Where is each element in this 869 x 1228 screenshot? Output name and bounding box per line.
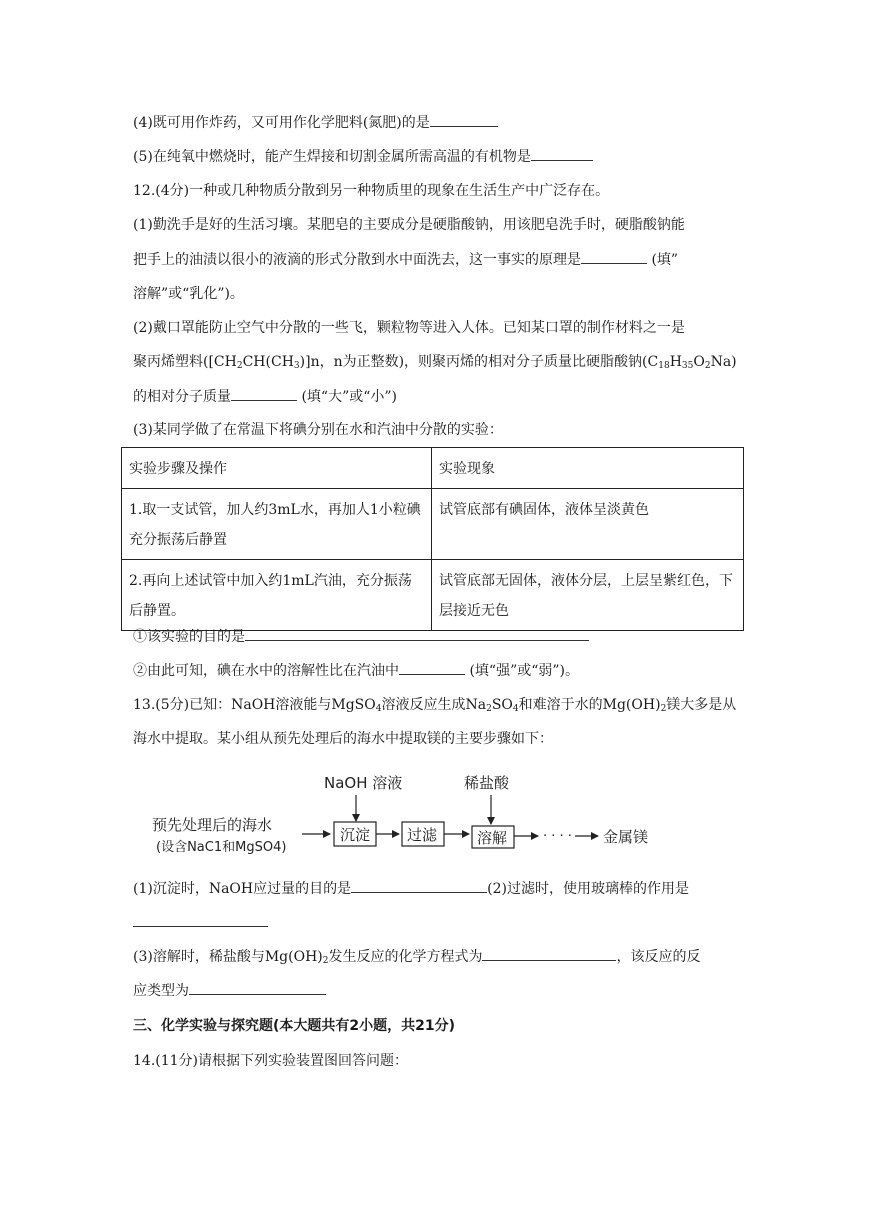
answer-blank[interactable] xyxy=(581,249,647,264)
answer-blank[interactable] xyxy=(231,386,297,401)
table-cell-result: 试管底部无固体，液体分层，上层呈紫红色，下层接近无色 xyxy=(432,560,744,631)
table-cell-result: 试管底部有碘固体，液体呈淡黄色 xyxy=(432,489,744,560)
q12-part3-item1-text: ①该实验的目的是 xyxy=(133,629,245,645)
flow-product: 金属镁 xyxy=(603,828,649,846)
q12-part1-line2 xyxy=(133,249,678,270)
q13-part3-text: (3)溶解时，稀盐酸与Mg(OH) xyxy=(133,949,323,965)
table-row xyxy=(122,560,744,631)
q11-part4-text: (4)既可用作炸药，又可用作化学肥料(氮肥)的是 xyxy=(133,115,430,131)
table-header-row xyxy=(122,448,744,489)
subscript: 2 xyxy=(660,704,667,714)
q11-part5 xyxy=(133,146,593,167)
q13-line2: 海水中提取。某小组从预先处理后的海水中提取镁的主要步骤如下： xyxy=(133,731,553,747)
q13-part3 xyxy=(133,946,700,971)
answer-blank[interactable] xyxy=(531,146,593,161)
q13-text: 镁大多是从 xyxy=(666,697,737,713)
answer-blank[interactable] xyxy=(245,626,589,641)
q13-part3-text: ，该反应的反 xyxy=(616,949,701,965)
q12-part2-line3-text: 的相对分子质量 xyxy=(133,389,231,405)
answer-blank[interactable] xyxy=(430,112,498,127)
q13-line1 xyxy=(133,695,736,719)
table-row xyxy=(122,489,744,560)
q11-part5-text: (5)在纯氧中燃烧时，能产生焊接和切割金属所需高温的有机物是 xyxy=(133,149,531,165)
flow-step-precipitate: 沉淀 xyxy=(340,826,371,844)
table-header-cell: 实验现象 xyxy=(432,448,744,489)
formula-text: 聚丙烯塑料([CH xyxy=(133,354,237,370)
flow-step-filter: 过滤 xyxy=(407,826,438,844)
answer-blank[interactable] xyxy=(482,946,616,961)
q12-part1-line1: (1)勤洗手是好的生活习壤。某肥皂的主要成分是硬脂酸钠，用该肥皂洗手时，硬脂酸钠能 xyxy=(133,217,685,233)
subscript: 18 xyxy=(658,361,670,371)
flow-source-label: 预先处理后的海水 xyxy=(152,816,273,834)
q12-part3-item2 xyxy=(133,660,579,681)
table-cell-step: 1.取一支试管，加人约3mL水，再加人1小粒碘充分振荡后静置 xyxy=(122,489,432,560)
experiment-table xyxy=(121,447,744,631)
q12-part2-line2 xyxy=(133,352,737,376)
subscript: 2 xyxy=(236,361,243,371)
flow-source-note: (设含NaC1和MgSO4) xyxy=(156,840,287,855)
q13-part3-text: 发生反应的化学方程式为 xyxy=(328,949,483,965)
table-cell-step: 2.再向上述试管中加入约1mL汽油，充分振荡后静置。 xyxy=(122,560,432,631)
subscript: 4 xyxy=(512,704,519,714)
answer-blank[interactable] xyxy=(351,878,487,893)
formula-text: CH(CH xyxy=(242,354,294,370)
answer-blank[interactable] xyxy=(133,912,268,927)
q12-part1-line2-hint: (填” xyxy=(647,252,679,268)
q12-part2-line3-hint: (填“大”或“小”) xyxy=(297,389,398,405)
formula-text: O xyxy=(693,354,705,370)
q14-heading: 14.(11分)请根据下列实验装置图回答问题： xyxy=(133,1053,409,1069)
table-header-cell: 实验步骤及操作 xyxy=(122,448,432,489)
subscript: 35 xyxy=(681,361,694,371)
flow-reagent-naoh: NaOH 溶液 xyxy=(324,774,403,792)
formula-text: )]n，n为正整数)，则聚丙烯的相对分子质量比硬脂酸钠(C xyxy=(299,354,659,370)
q13-text: 和难溶于水的Mg(OH) xyxy=(518,697,661,713)
q13-text: 溶液反应生成Na xyxy=(381,697,487,713)
answer-blank[interactable] xyxy=(399,660,465,675)
flow-ellipsis: · · · · xyxy=(543,829,572,844)
q12-part3-item2-hint: (填“强”或“弱”)。 xyxy=(465,663,580,679)
section-heading: 三、化学实验与探究题(本大题共有2小题，共21分) xyxy=(133,1018,456,1034)
q13-text: 13.(5分)已知：NaOH溶液能与MgSO xyxy=(133,697,376,713)
q12-part3-item2-text: ②由此可知，碘在水中的溶解性比在汽油中 xyxy=(133,663,399,679)
flow-box-dissolve xyxy=(472,826,514,848)
q11-part4 xyxy=(133,112,498,133)
q13-part1-text: (1)沉淀时，NaOH应过量的目的是 xyxy=(133,881,352,897)
q13-part3-line2-text: 应类型为 xyxy=(133,983,189,999)
formula-text: Na) xyxy=(710,354,737,370)
flow-box-filter xyxy=(402,822,444,846)
q12-part2-line1: (2)戴口罩能防止空气中分散的一些飞，颗粒物等进入人体。已知某口罩的制作材料之一是 xyxy=(133,320,685,336)
subscript: 2 xyxy=(704,361,711,371)
q13-text: SO xyxy=(491,697,513,713)
q12-part3-intro: (3)某同学做了在常温下将碘分别在水和汽油中分散的实验： xyxy=(133,422,503,438)
subscript: 4 xyxy=(375,704,382,714)
q13-part3-line2 xyxy=(133,980,326,1001)
q12-part2-line3 xyxy=(133,386,397,407)
q13-part2-blank-line xyxy=(133,912,268,933)
subscript: 3 xyxy=(293,361,300,371)
flow-box-precipitate xyxy=(334,822,376,846)
subscript: 2 xyxy=(486,704,492,714)
q12-part3-item1 xyxy=(133,626,589,647)
q13-part2-text: (2)过滤时，使用玻璃棒的作用是 xyxy=(487,881,689,897)
subscript: 2 xyxy=(322,956,329,966)
q12-part1-line3: 溶解”或“乳化”)。 xyxy=(133,286,244,302)
q12-part1-line2-text: 把手上的油渍以很小的液滴的形式分散到水中面洗去，这一事实的原理是 xyxy=(133,252,581,268)
flow-step-dissolve: 溶解 xyxy=(477,829,508,847)
formula-text: H xyxy=(669,354,682,370)
q13-part1 xyxy=(133,878,689,899)
answer-blank[interactable] xyxy=(189,980,326,995)
flow-reagent-hcl: 稀盐酸 xyxy=(464,774,510,792)
q12-heading: 12.(4分)一种或几种物质分散到另一种物质里的现象在生活生产中广泛存在。 xyxy=(133,183,610,199)
